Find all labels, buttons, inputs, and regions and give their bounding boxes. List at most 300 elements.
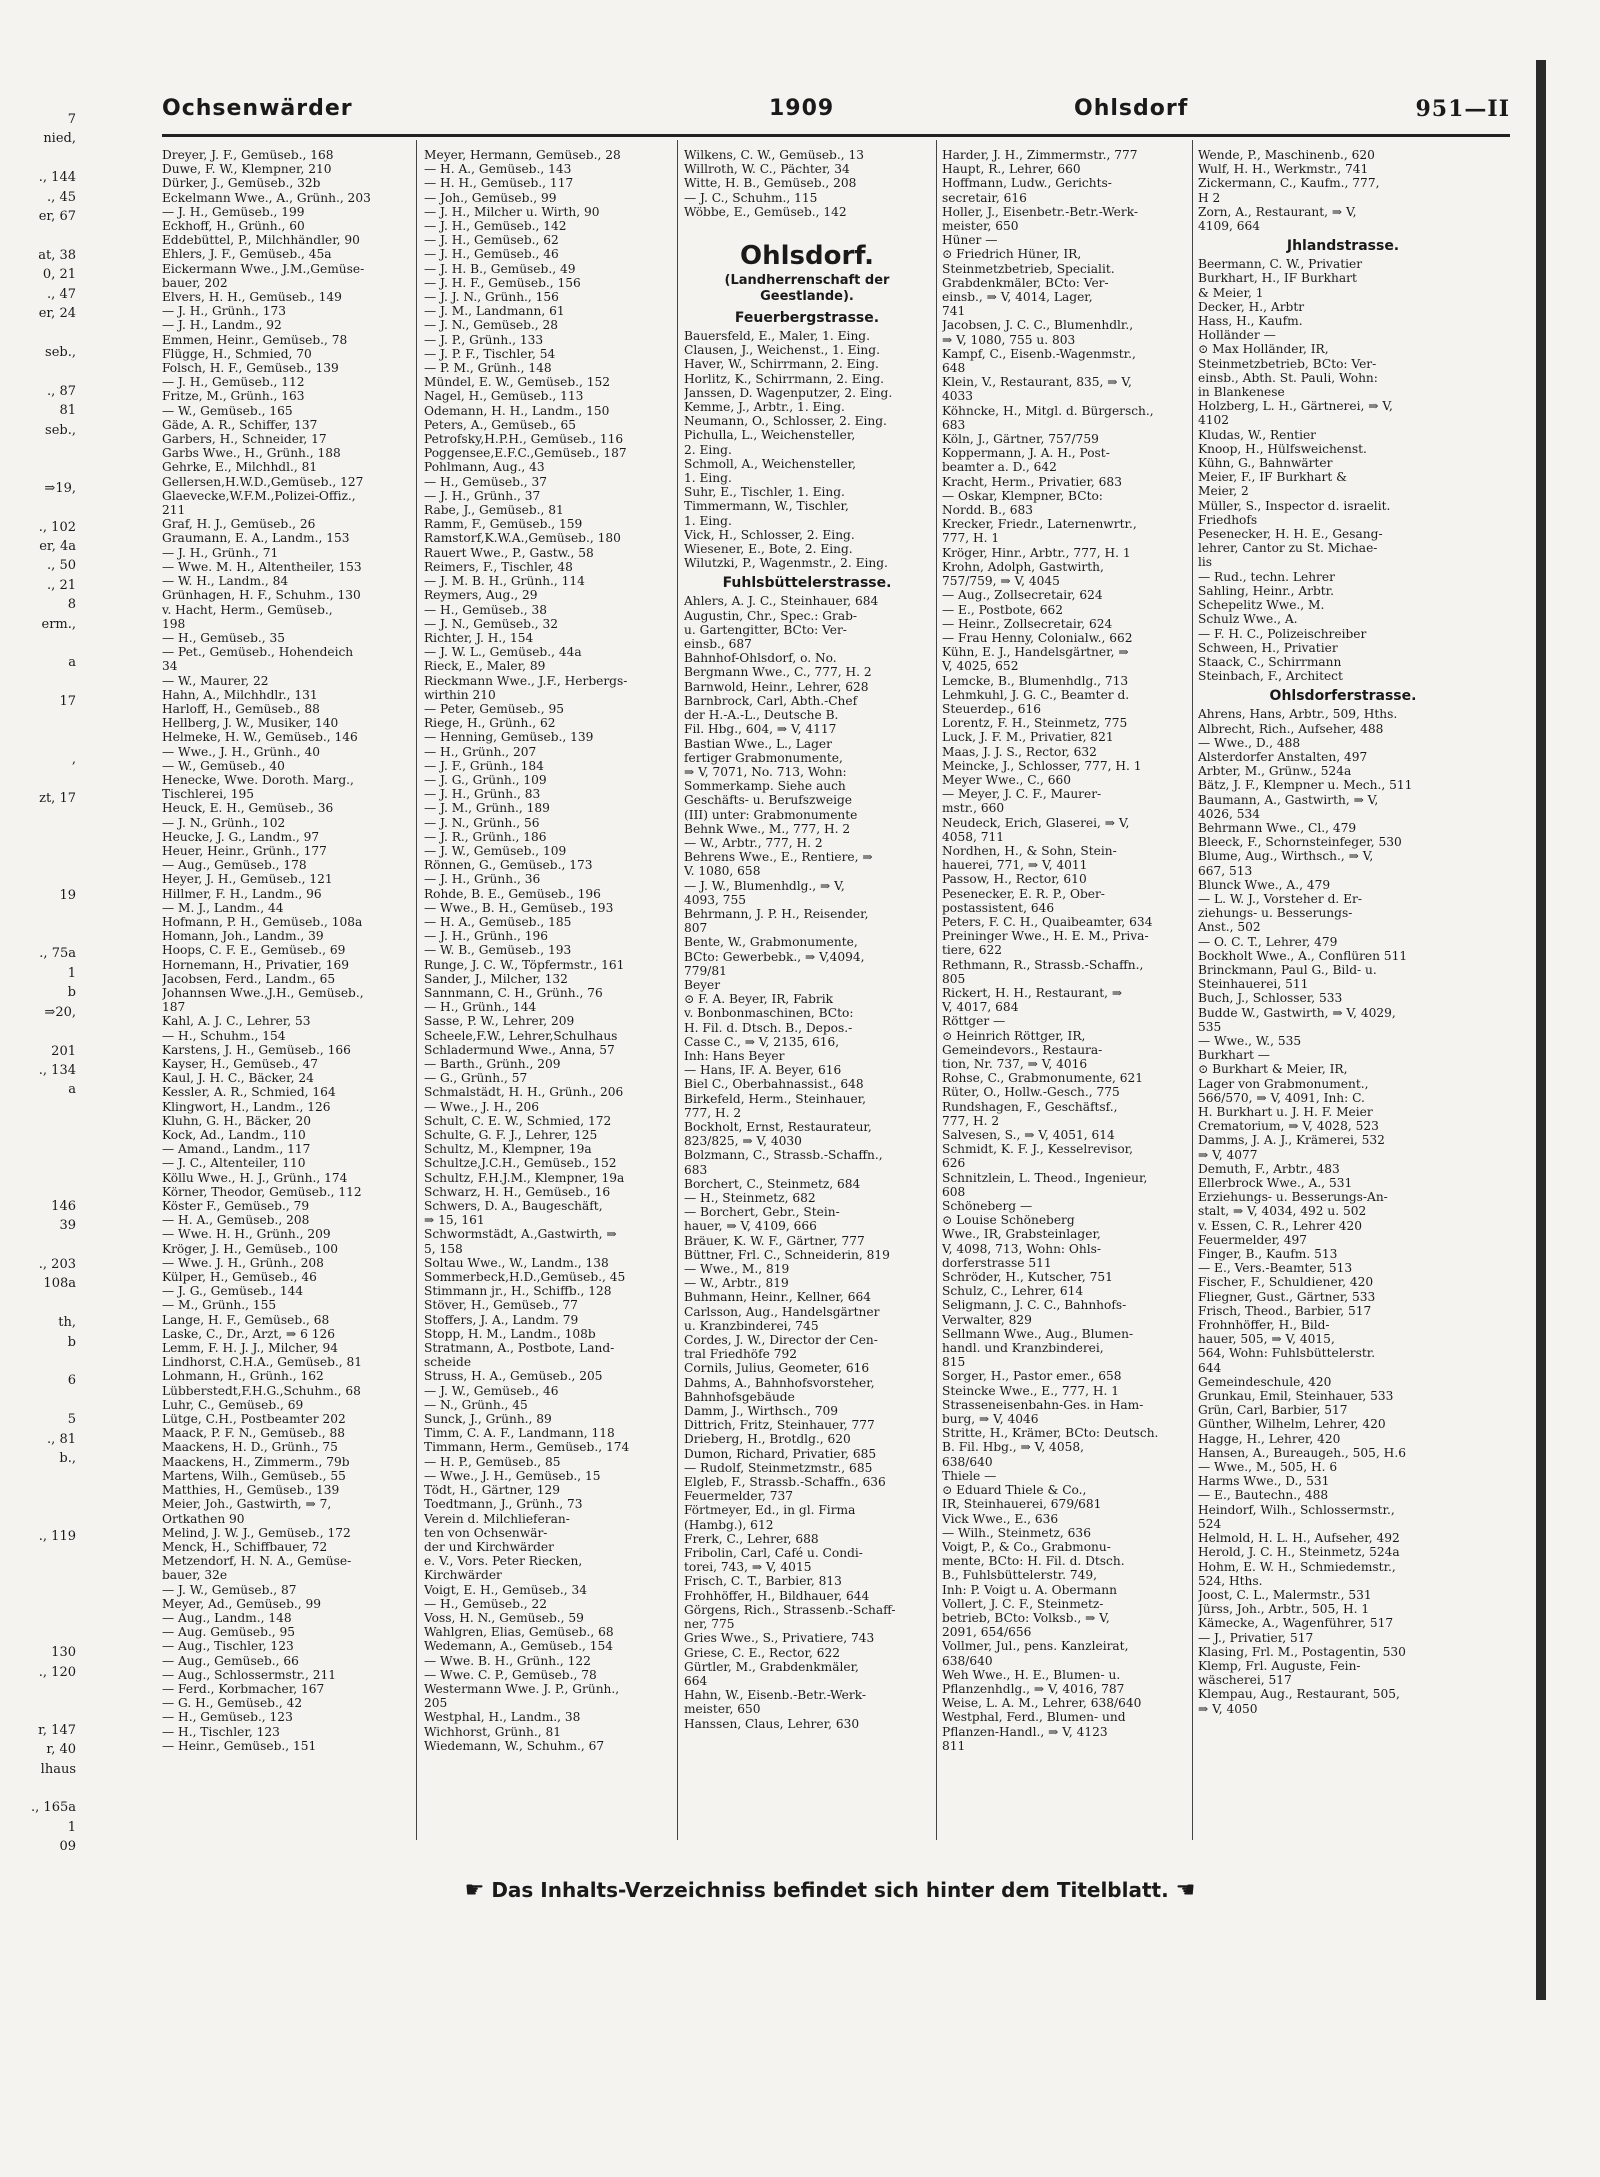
directory-entry: Garbers, H., Schneider, 17 (162, 432, 327, 447)
directory-entry: — J. H., Gemüseb., 62 (424, 233, 559, 248)
directory-entry: Sannmann, C. H., Grünh., 76 (424, 985, 603, 1000)
directory-entry: Elgleb, F., Strassb.-Schaffn., 636 (684, 1475, 886, 1490)
directory-entry: — G. H., Gemüseb., 42 (162, 1696, 303, 1711)
directory-entry: Hansen, A., Bureaugeh., 505, H.6 (1198, 1445, 1406, 1460)
directory-entry: V, 4098, 713, Wohn: Ohls- (942, 1241, 1102, 1256)
strip-fragment (0, 1585, 80, 1604)
directory-entry: Maas, J. J. S., Rector, 632 (942, 744, 1097, 759)
directory-entry: Kampf, C., Eisenb.-Wagenmstr., (942, 346, 1136, 361)
directory-entry: — H., Gemüseb., 123 (162, 1710, 293, 1725)
directory-entry: Müller, S., Inspector d. israelit. (1198, 498, 1391, 513)
directory-entry: Ortkathen 90 (162, 1511, 245, 1526)
directory-entry: — P. M., Grünh., 148 (424, 361, 552, 376)
directory-entry: 779/81 (684, 963, 727, 978)
directory-entry: 4058, 711 (942, 829, 1005, 844)
directory-entry: Decker, H., Arbtr (1198, 299, 1305, 314)
strip-fragment (0, 809, 80, 828)
directory-entry: — Wwe., W., 535 (1198, 1033, 1302, 1048)
directory-entry: Seligmann, J. C. C., Bahnhofs- (942, 1298, 1127, 1313)
directory-entry: Struss, H. A., Gemüseb., 205 (424, 1369, 603, 1384)
directory-entry: Scheele,F.W., Lehrer,Schulhaus (424, 1028, 618, 1043)
directory-entry: — W., Maurer, 22 (162, 673, 269, 688)
directory-entry: Clausen, J., Weichenst., 1. Eing. (684, 343, 880, 358)
street-heading: Ohlsdorferstrasse. (1269, 688, 1417, 705)
directory-entry: Sahling, Heinr., Arbtr. (1198, 583, 1335, 598)
directory-entry: Ramstorf,K.W.A.,Gemüseb., 180 (424, 531, 621, 546)
directory-entry: Behrmann Wwe., Cl., 479 (1198, 820, 1357, 835)
strip-fragment: 39 (59, 1218, 76, 1234)
strip-fragment: 6 (67, 1373, 76, 1389)
directory-entry: Nordhen, H., & Sohn, Stein- (942, 843, 1117, 858)
directory-entry: 638/640 (942, 1653, 993, 1668)
directory-entry: 777, H. 2 (684, 1105, 742, 1120)
directory-entry: Baumann, A., Gastwirth, ⇒ V, (1198, 792, 1379, 807)
strip-fragment (0, 1236, 80, 1255)
directory-entry: — W., Gemüseb., 165 (162, 403, 293, 418)
directory-entry: Behrens Wwe., E., Rentiere, ⇒ (684, 850, 873, 865)
directory-entry: Voss, H. N., Gemüseb., 59 (424, 1610, 584, 1625)
directory-entry: Folsch, H. F., Gemüseb., 139 (162, 361, 339, 376)
directory-entry: — Wwe., J. H., Gemüseb., 15 (424, 1468, 601, 1483)
directory-entry: 198 (162, 616, 186, 631)
directory-entry: Kock, Ad., Landm., 110 (162, 1128, 306, 1143)
directory-entry: Riege, H., Grünh., 62 (424, 716, 556, 731)
directory-entry: Sellmann Wwe., Aug., Blumen- (942, 1326, 1134, 1341)
directory-entry: BCto: Gewerbebk., ⇒ V,4094, (684, 949, 865, 964)
strip-fragment: ., 203 (38, 1256, 76, 1272)
directory-entry: meister, 650 (684, 1702, 761, 1717)
col5-top-list (1198, 148, 1488, 233)
directory-entry: Gehrke, E., Milchhdl., 81 (162, 460, 318, 475)
strip-fragment (0, 673, 80, 692)
directory-entry: — W., Gemüseb., 40 (162, 758, 285, 773)
directory-entry: Graf, H. J., Gemüseb., 26 (162, 517, 316, 532)
directory-entry: Görgens, Rich., Strassenb.-Schaff- (684, 1602, 896, 1617)
directory-entry: Lindhorst, C.H.A., Gemüseb., 81 (162, 1355, 362, 1370)
strip-fragment (0, 925, 80, 944)
directory-entry: ⇒ V, 4050 (1198, 1701, 1258, 1716)
strip-fragment (0, 149, 80, 168)
directory-entry: Günther, Wilhelm, Lehrer, 420 (1198, 1417, 1386, 1432)
directory-entry: Stimmann jr., H., Schiffb., 128 (424, 1284, 612, 1299)
directory-entry: Feuermelder, 737 (684, 1489, 794, 1504)
directory-entry: Inh: P. Voigt u. A. Obermann (942, 1582, 1117, 1597)
col3-mid-list (684, 329, 930, 570)
directory-entry: Jacobsen, J. C. C., Blumenhdlr., (942, 318, 1134, 333)
strip-fragment: seb., (45, 344, 76, 360)
directory-entry: tiere, 622 (942, 943, 1003, 958)
directory-entry: Wilkens, C. W., Gemüseb., 13 (684, 148, 864, 162)
directory-entry: Kahl, A. J. C., Lehrer, 53 (162, 1014, 311, 1029)
directory-entry: Heindorf, Wilh., Schlossermstr., (1198, 1502, 1395, 1517)
directory-entry: — J. H., Grünh., 36 (424, 872, 541, 887)
directory-entry: Crematorium, ⇒ V, 4028, 523 (1198, 1119, 1379, 1134)
directory-entry: Wiesener, E., Bote, 2. Eing. (684, 542, 853, 557)
strip-fragment: 09 (59, 1839, 76, 1855)
col5-mid-list (1198, 257, 1488, 683)
directory-entry: Staack, C., Schirrmann (1198, 654, 1342, 669)
directory-entry: Anst., 502 (1198, 920, 1261, 935)
directory-entry: Lorentz, F. H., Steinmetz, 775 (942, 716, 1128, 731)
directory-entry: Stratmann, A., Postbote, Land- (424, 1341, 615, 1356)
directory-entry: Pesenecker, H. H. E., Gesang- (1198, 527, 1383, 542)
directory-entry: lis (1198, 555, 1213, 570)
directory-entry: 626 (942, 1156, 966, 1171)
directory-entry: Heuer, Heinr., Grünh., 177 (162, 843, 327, 858)
directory-entry: Barnbrock, Carl, Abth.-Chef (684, 693, 858, 708)
strip-fragment: ., 87 (47, 383, 76, 399)
directory-entry: 807 (684, 921, 708, 936)
column-1 (162, 148, 408, 1848)
page-number: 951—II (1415, 96, 1510, 122)
directory-entry: Dreyer, J. F., Gemüseb., 168 (162, 148, 334, 162)
directory-entry: Schöneberg — (942, 1199, 1033, 1214)
directory-entry: — J. H., Milcher u. Wirth, 90 (424, 204, 600, 219)
directory-entry: Pesenecker, E. R. P., Ober- (942, 886, 1105, 901)
column-divider (677, 140, 678, 1840)
directory-entry: 2. Eing. (684, 442, 732, 457)
directory-entry: Klingwort, H., Landm., 126 (162, 1099, 331, 1114)
directory-entry: handl. und Kranzbinderei, (942, 1341, 1104, 1356)
directory-entry: — Aug., Gemüseb., 178 (162, 858, 307, 873)
strip-fragment: ., 134 (38, 1062, 76, 1078)
directory-entry: Fliegner, Gust., Gärtner, 533 (1198, 1289, 1376, 1304)
directory-entry: — F. H. C., Polizeischreiber (1198, 626, 1367, 641)
directory-entry: — H. A., Gemüseb., 143 (424, 162, 572, 177)
strip-fragment: lhaus (40, 1761, 76, 1777)
directory-entry: Bente, W., Grabmonumente, (684, 935, 858, 950)
strip-fragment (0, 847, 80, 866)
directory-entry: Inh: Hans Beyer (684, 1048, 785, 1063)
directory-entry: Carlsson, Aug., Handelsgärtner (684, 1304, 880, 1319)
directory-entry: Steinhauerei, 511 (1198, 977, 1309, 992)
directory-entry: Birkefeld, Herm., Steinhauer, (684, 1091, 867, 1106)
directory-entry: scheide (424, 1355, 472, 1370)
strip-fragment: erm., (41, 616, 76, 632)
directory-entry: Knoop, H., Hülfsweichenst. (1198, 441, 1367, 456)
directory-entry: Passow, H., Rector, 610 (942, 872, 1087, 887)
directory-entry: Haupt, R., Lehrer, 660 (942, 162, 1081, 177)
directory-entry: Fribolin, Carl, Café u. Condi- (684, 1546, 863, 1561)
directory-entry: hauer, 505, ⇒ V, 4015, (1198, 1332, 1335, 1347)
directory-entry: Büttner, Frl. C., Schneiderin, 819 (684, 1247, 890, 1262)
directory-entry: Glaevecke,W.F.M.,Polizei-Offiz., (162, 488, 356, 503)
directory-entry: — W. B., Gemüseb., 193 (424, 943, 572, 958)
directory-entry: Timm, C. A. F., Landmann, 118 (424, 1426, 615, 1441)
directory-entry: Schultz, F.H.J.M., Klempner, 19a (424, 1170, 625, 1185)
directory-entry: — Wwe., B. H., Gemüseb., 193 (424, 900, 614, 915)
directory-entry: Schween, H., Privatier (1198, 640, 1338, 655)
directory-entry: Koppermann, J. A. H., Post- (942, 446, 1110, 461)
directory-entry: Bastian Wwe., L., Lager (684, 736, 832, 751)
directory-entry: Schulte, G. F. J., Lehrer, 125 (424, 1128, 598, 1143)
pointing-hand-icon: ☛ (464, 1878, 485, 1903)
directory-entry: Sasse, P. W., Lehrer, 209 (424, 1014, 575, 1029)
directory-entry: Schulz, C., Lehrer, 614 (942, 1284, 1084, 1299)
directory-entry: Eckelmann Wwe., A., Grünh., 203 (162, 190, 371, 205)
directory-entry: Weh Wwe., H. E., Blumen- u. (942, 1667, 1121, 1682)
strip-fragment (0, 1682, 80, 1701)
directory-entry: — W., Arbtr., 819 (684, 1276, 789, 1291)
directory-entry: Köln, J., Gärtner, 757/759 (942, 432, 1099, 447)
directory-entry: — J. M., Grünh., 189 (424, 801, 550, 816)
directory-entry: 1. Eing. (684, 471, 732, 486)
directory-entry: Zickermann, C., Kaufm., 777, (1198, 176, 1380, 191)
directory-entry: Sander, J., Milcher, 132 (424, 971, 568, 986)
directory-entry: Kaul, J. H. C., Bäcker, 24 (162, 1071, 314, 1086)
directory-entry: Westphal, Ferd., Blumen- und (942, 1710, 1126, 1725)
directory-entry: Lager von Grabmonument., (1198, 1076, 1369, 1091)
strip-fragment: 201 (51, 1043, 76, 1059)
strip-fragment (0, 731, 80, 750)
page-edge (1536, 60, 1546, 2000)
directory-entry: hauer, ⇒ V, 4109, 666 (684, 1219, 817, 1234)
strip-fragment (0, 712, 80, 731)
strip-fragment (0, 867, 80, 886)
directory-entry: Wilutzki, P., Wagenmstr., 2. Eing. (684, 556, 888, 571)
directory-entry: Rüter, O., Hollw.-Gesch., 775 (942, 1085, 1120, 1100)
directory-entry: Schultze,J.C.H., Gemüseb., 152 (424, 1156, 617, 1171)
directory-entry: — Amand., Landm., 117 (162, 1142, 311, 1157)
directory-entry: Joost, C. L., Malermstr., 531 (1198, 1587, 1372, 1602)
directory-entry: Steuerdep., 616 (942, 701, 1042, 716)
directory-entry: — J. C., Schuhm., 115 (684, 190, 818, 205)
directory-entry: Frisch, C. T., Barbier, 813 (684, 1574, 842, 1589)
directory-entry: Maackens, H., Zimmerm., 79b (162, 1454, 350, 1469)
footer-note (420, 1878, 1240, 1903)
strip-fragment: seb., (45, 422, 76, 438)
directory-entry: Luhr, C., Gemüseb., 69 (162, 1397, 304, 1412)
directory-entry: hauerei, 771, ⇒ V, 4011 (942, 858, 1088, 873)
directory-entry: — J. H., Grünh., 196 (424, 929, 548, 944)
directory-entry: Eckhoff, H., Grünh., 60 (162, 219, 305, 234)
directory-entry: Bockholt Wwe., A., Conflüren 511 (1198, 948, 1408, 963)
directory-entry: Zorn, A., Restaurant, ⇒ V, (1198, 204, 1357, 219)
section-title: Ohlsdorf. (739, 241, 875, 272)
directory-entry: torei, 743, ⇒ V, 4015 (684, 1560, 812, 1575)
strip-fragment (0, 1100, 80, 1119)
directory-entry: Meyer, Hermann, Gemüseb., 28 (424, 148, 621, 162)
directory-entry: Kayser, H., Gemüseb., 47 (162, 1057, 318, 1071)
directory-entry: B. Fil. Hbg., ⇒ V, 4058, (942, 1440, 1084, 1455)
directory-entry: Timmermann, W., Tischler, (684, 499, 849, 514)
directory-entry: 34 (162, 659, 178, 674)
directory-entry: Hass, H., Kaufm. (1198, 314, 1303, 329)
directory-entry: Nagel, H., Gemüseb., 113 (424, 389, 584, 404)
strip-fragment (0, 1779, 80, 1798)
directory-entry: 664 (684, 1673, 708, 1688)
directory-entry: Biel C., Oberbahnassist., 648 (684, 1077, 864, 1092)
directory-entry: — E., Vers.-Beamter, 513 (1198, 1261, 1353, 1276)
directory-entry: — Hans, IF. A. Beyer, 616 (684, 1063, 842, 1078)
directory-entry: — Wwe., M., 819 (684, 1262, 790, 1277)
directory-entry: Maack, P. F. N., Gemüseb., 88 (162, 1426, 346, 1441)
directory-entry: Wulf, H. H., Werkmstr., 741 (1198, 162, 1369, 177)
directory-entry: Casse C., ⇒ V, 2135, 616, (684, 1034, 840, 1049)
strip-fragment: 108a (43, 1276, 76, 1292)
col3-top-list (684, 148, 930, 219)
directory-entry: Melind, J. W. J., Gemüseb., 172 (162, 1525, 351, 1540)
directory-entry: Thiele — (942, 1468, 997, 1483)
directory-entry: — Aug., Gemüseb., 66 (162, 1653, 299, 1668)
directory-entry: — Oskar, Klempner, BCto: (942, 488, 1103, 503)
strip-fragment: er, 4a (39, 538, 76, 554)
directory-entry: — J. J. N., Grünh., 156 (424, 290, 559, 305)
directory-entry: — W., Arbtr., 777, H. 2 (684, 835, 823, 850)
strip-fragment: , (71, 752, 76, 768)
directory-entry: — Aug., Landm., 148 (162, 1610, 292, 1625)
strip-fragment (0, 1701, 80, 1720)
strip-fragment: b (67, 1334, 76, 1350)
directory-entry: 757/759, ⇒ V, 4045 (942, 574, 1060, 589)
directory-entry: Meier, 2 (1198, 484, 1249, 499)
directory-entry: Fil. Hbg., 604, ⇒ V, 4117 (684, 722, 837, 737)
directory-entry: Kröger, Hinr., Arbtr., 777, H. 1 (942, 545, 1131, 560)
strip-fragment: 8 (67, 597, 76, 613)
directory-entry: H. Fil. d. Dtsch. B., Depos.- (684, 1020, 853, 1035)
strip-fragment (0, 1119, 80, 1138)
directory-entry: Lange, H. F., Gemüseb., 68 (162, 1312, 330, 1327)
directory-entry: Reymers, Aug., 29 (424, 588, 538, 603)
directory-entry: Köhncke, H., Mitgl. d. Bürgersch., (942, 403, 1154, 418)
directory-entry: Poggensee,E.F.C.,Gemüseb., 187 (424, 446, 627, 461)
directory-entry: Pohlmann, Aug., 43 (424, 460, 545, 475)
strip-fragment: ., 120 (38, 1664, 76, 1680)
directory-entry: Kühn, G., Bahnwärter (1198, 456, 1333, 471)
header-right: Ohlsdorf (1074, 96, 1189, 121)
directory-entry: Geschäfts- u. Berufszweige (684, 793, 852, 808)
pointing-hand-icon: ☚ (1175, 1878, 1196, 1903)
strip-fragment (0, 770, 80, 789)
directory-entry: Schröder, H., Kutscher, 751 (942, 1270, 1113, 1285)
directory-entry: Wiedemann, W., Schuhm., 67 (424, 1738, 605, 1753)
directory-entry: Sorger, H., Pastor emer., 658 (942, 1369, 1122, 1384)
strip-fragment (0, 1139, 80, 1158)
directory-entry: Lehmkuhl, J. G. C., Beamter d. (942, 687, 1130, 702)
directory-entry: Westermann Wwe. J. P., Grünh., (424, 1681, 620, 1696)
directory-entry: Voigt, E. H., Gemüseb., 34 (424, 1582, 588, 1597)
directory-entry: 564, Wohn: Fuhlsbüttelerstr. (1198, 1346, 1376, 1361)
directory-entry: Ahrens, Hans, Arbtr., 509, Hths. (1198, 707, 1398, 722)
directory-entry: Kludas, W., Rentier (1198, 427, 1317, 442)
directory-entry: Bockholt, Ernst, Restaurateur, (684, 1119, 872, 1134)
directory-entry: Schmoll, A., Weichensteller, (684, 456, 856, 471)
directory-entry: 205 (424, 1696, 448, 1711)
directory-entry: Timmann, Herm., Gemüseb., 174 (424, 1440, 630, 1455)
directory-entry: Vick, H., Schlosser, 2. Eing. (684, 527, 855, 542)
directory-entry: Dürker, J., Gemüseb., 32b (162, 176, 321, 191)
directory-entry: betrieb, BCto: Volksb., ⇒ V, (942, 1610, 1110, 1625)
directory-entry: wäscherei, 517 (1198, 1673, 1292, 1688)
section-subtitle: Geestlande). (760, 289, 854, 305)
strip-fragment: ., 81 (47, 1431, 76, 1447)
directory-entry: — H., Gemüseb., 38 (424, 602, 548, 617)
directory-entry: u. Kranzbinderei, 745 (684, 1318, 819, 1333)
directory-entry: Flügge, H., Schmied, 70 (162, 346, 312, 361)
directory-entry: ner, 775 (684, 1617, 735, 1632)
strip-fragment (0, 226, 80, 245)
directory-entry: Lemm, F. H. J. J., Milcher, 94 (162, 1341, 338, 1356)
directory-entry: Pflanzen-Handl., ⇒ V, 4123 (942, 1724, 1108, 1739)
strip-fragment: 130 (51, 1645, 76, 1661)
directory-entry: Haver, W., Schirrmann, 2. Eing. (684, 357, 879, 372)
directory-entry: Lütge, C.H., Postbeamter 202 (162, 1412, 346, 1427)
directory-entry: Arbter, M., Grünw., 524a (1198, 764, 1352, 779)
directory-entry: Meyer Wwe., C., 660 (942, 772, 1072, 787)
directory-entry: 638/640 (942, 1454, 993, 1469)
directory-entry: Erziehungs- u. Besserungs-An- (1198, 1190, 1388, 1205)
directory-entry: Bolzmann, C., Strassb.-Schaffn., (684, 1148, 883, 1163)
directory-entry: — J. H., Grünh., 173 (162, 304, 286, 319)
column-2 (424, 148, 670, 1848)
strip-fragment (0, 459, 80, 478)
directory-entry: Ramm, F., Gemüseb., 159 (424, 517, 583, 532)
directory-entry: — J. P. F., Tischler, 54 (424, 346, 556, 361)
directory-entry: — Wwe., J. H., 206 (424, 1099, 540, 1114)
directory-entry: Gürtler, M., Grabdenkmäler, (684, 1659, 859, 1674)
directory-entry: Willroth, W. C., Pächter, 34 (684, 162, 850, 177)
directory-entry: Burkhart, H., ⅠF Burkhart (1198, 271, 1357, 286)
directory-entry: Brinckmann, Paul G., Bild- u. (1198, 962, 1377, 977)
directory-entry: Hahn, W., Eisenb.-Betr.-Werk- (684, 1688, 866, 1703)
directory-entry: Schult, C. E. W., Schmied, 172 (424, 1113, 612, 1128)
directory-entry: Herold, J. C. H., Steinmetz, 524a (1198, 1545, 1400, 1560)
directory-entry: Meincke, J., Schlosser, 777, H. 1 (942, 758, 1142, 773)
directory-entry: ⊙ Louise Schöneberg (942, 1213, 1075, 1228)
strip-fragment: 19 (59, 888, 76, 904)
header-rule (162, 134, 1510, 137)
directory-entry: ⊙ Heinrich Röttger, IR, (942, 1028, 1086, 1043)
directory-entry: Schmidt, K. F. J., Kesselrevisor, (942, 1142, 1134, 1157)
directory-entry: e. V., Vors. Peter Riecken, (424, 1554, 583, 1569)
strip-fragment (0, 634, 80, 653)
directory-entry: lehrer, Cantor zu St. Michae- (1198, 541, 1378, 556)
directory-entry: — Pet., Gemüseb., Hohendeich (162, 645, 354, 660)
directory-entry: — Henning, Gemüseb., 139 (424, 730, 594, 745)
directory-entry: Gäde, A. R., Schiffer, 137 (162, 417, 318, 432)
directory-entry: Griese, C. E., Rector, 622 (684, 1645, 840, 1660)
strip-fragment (0, 1546, 80, 1565)
directory-entry: Wahlgren, Elias, Gemüseb., 68 (424, 1625, 614, 1640)
directory-entry: Hahn, A., Milchhdlr., 131 (162, 687, 318, 702)
directory-entry: Meyer, Ad., Gemüseb., 99 (162, 1596, 322, 1611)
directory-entry: Frohnhöffer, H., Bild- (1198, 1318, 1330, 1333)
directory-entry: — J. W., Gemüseb., 46 (424, 1383, 559, 1398)
directory-entry: Augustin, Chr., Spec.: Grab- (684, 608, 858, 623)
directory-entry: Hornemann, H., Privatier, 169 (162, 957, 349, 972)
directory-entry: Heucke, J. G., Landm., 97 (162, 829, 320, 844)
directory-entry: — H., Gemüseb., 35 (162, 630, 286, 645)
strip-fragment: a (68, 1082, 76, 1098)
directory-entry: Graumann, E. A., Landm., 153 (162, 531, 350, 546)
directory-entry: Hofmann, P. H., Gemüseb., 108a (162, 914, 363, 929)
directory-entry: Gries Wwe., S., Privatiere, 743 (684, 1631, 875, 1646)
directory-entry: Luck, J. F. M., Privatier, 821 (942, 730, 1114, 745)
directory-entry: 683 (942, 417, 966, 432)
directory-entry: — H., Schuhm., 154 (162, 1028, 286, 1043)
directory-entry: — Rud., techn. Lehrer (1198, 569, 1335, 584)
directory-entry: ⊙ Burkhart & Meier, IR, (1198, 1062, 1348, 1077)
directory-entry: Neudeck, Erich, Glaserei, ⇒ V, (942, 815, 1130, 830)
directory-entry: Reimers, F., Tischler, 48 (424, 559, 573, 574)
directory-entry: ⊙ Max Holländer, IR, (1198, 342, 1329, 357)
directory-entry: 4102 (1198, 413, 1230, 428)
directory-entry: ⊙ F. A. Beyer, IR, Fabrik (684, 992, 833, 1007)
directory-entry: — J. H., Gemüseb., 46 (424, 247, 559, 262)
strip-fragment: a (68, 655, 76, 671)
directory-entry: Alsterdorfer Anstalten, 497 (1198, 749, 1368, 764)
directory-entry: Beyer (684, 977, 721, 992)
